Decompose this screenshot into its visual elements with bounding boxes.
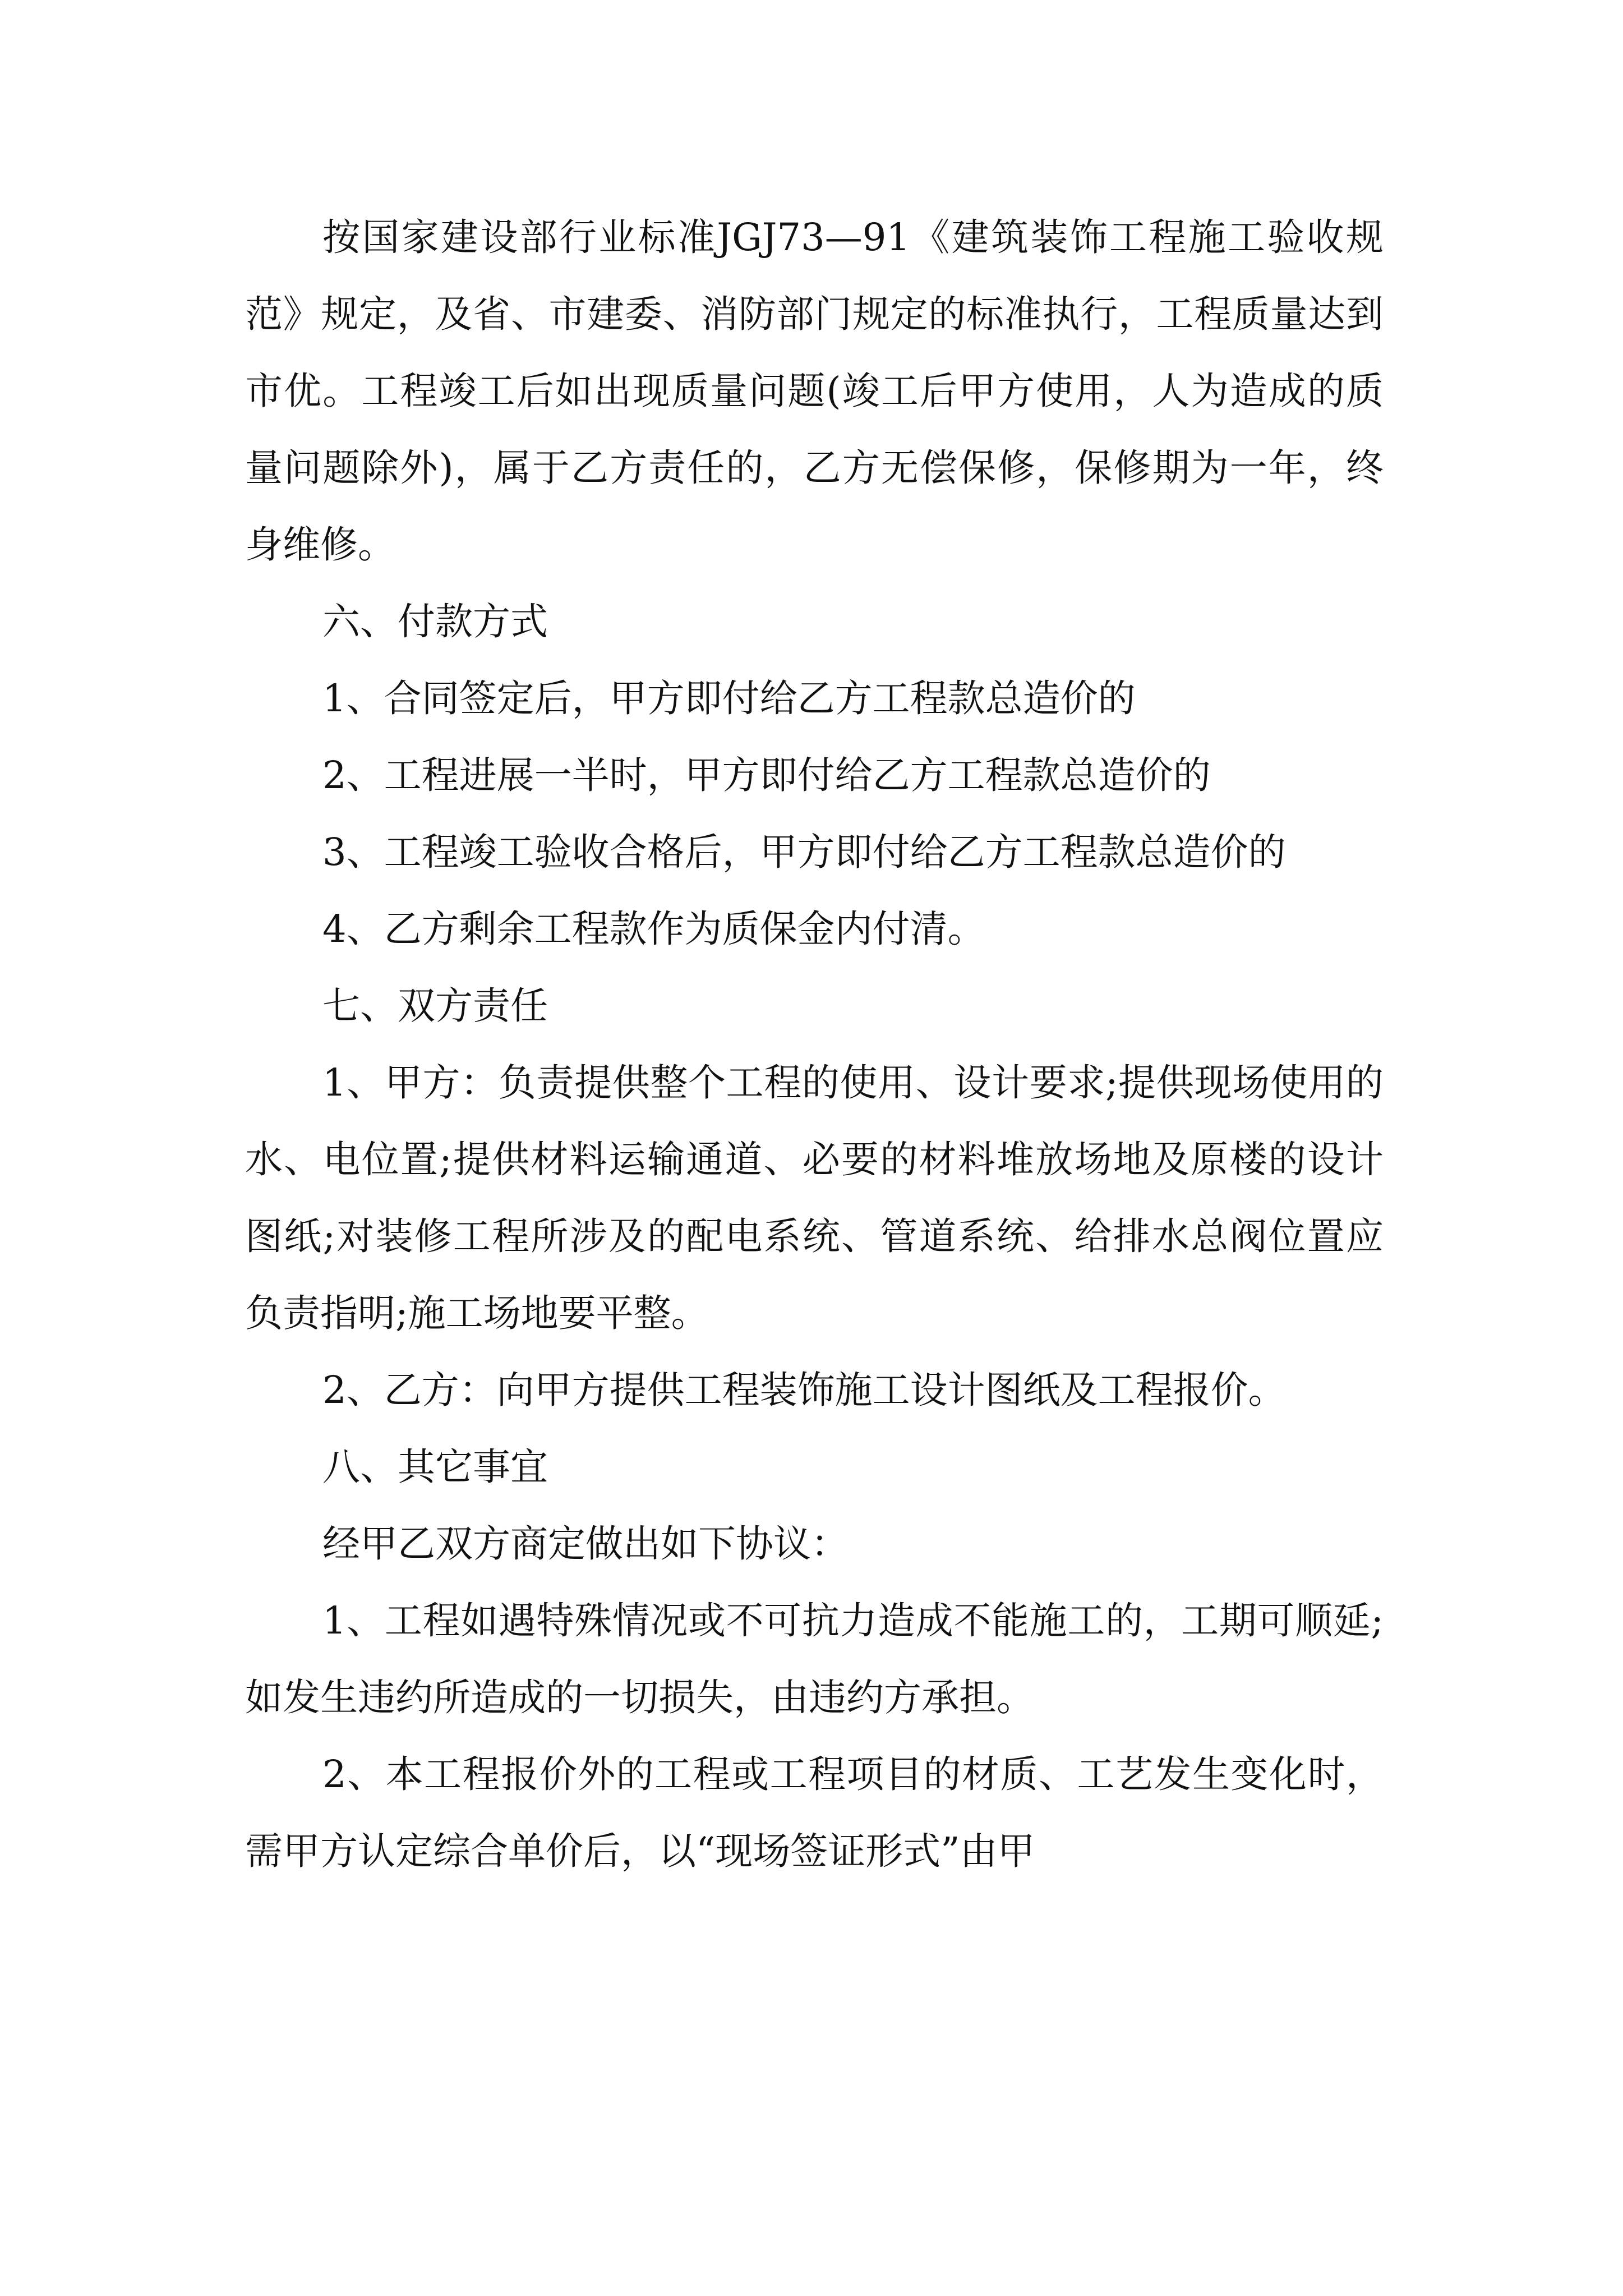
paragraph-party-b: 2、乙方：向甲方提供工程装饰施工设计图纸及工程报价。 (322, 1368, 1286, 1412)
paragraph-party-a: 1、甲方：负责提供整个工程的使用、设计要求;提供现场使用的水、电位置;提供材料运输通道、必要的材料堆放场地及原楼的设计图纸;对装修工程所涉及的配电系统、管道系统、给排水总阀位置应负责指明;施工场地要平整。 (245, 1061, 1384, 1335)
paragraph-other-2: 2、本工程报价外的工程或工程项目的材质、工艺发生变化时，需甲方认定综合单价后，以“现场签证形式”由甲 (245, 1752, 1384, 1873)
section-heading-other-matters: 八、其它事宜 (322, 1445, 548, 1489)
paragraph-payment-2: 2、工程进展一半时，甲方即付给乙方工程款总造价的 (322, 753, 1211, 797)
section-heading-payment: 六、付款方式 (322, 600, 548, 643)
paragraph-payment-1: 1、合同签定后，甲方即付给乙方工程款总造价的 (322, 677, 1136, 720)
paragraph-quality-standard: 按国家建设部行业标准JGJ73—91《建筑装饰工程施工验收规范》规定，及省、市建委、消防部门规定的标准执行，工程质量达到市优。工程竣工后如出现质量问题(竣工后甲方使用，人为造成的质量问题除外)，属于乙方责任的，乙方无偿保修，保修期为一年，终身维修。 (245, 215, 1384, 567)
paragraph-agreement-intro: 经甲乙双方商定做出如下协议： (322, 1522, 849, 1566)
document-body (245, 199, 1384, 1890)
section-heading-responsibilities: 七、双方责任 (322, 984, 548, 1028)
paragraph-other-1: 1、工程如遇特殊情况或不可抗力造成不能施工的，工期可顺延;如发生违约所造成的一切损失，由违约方承担。 (245, 1599, 1384, 1719)
paragraph-payment-4: 4、乙方剩余工程款作为质保金内付清。 (322, 907, 985, 951)
paragraph-payment-3: 3、工程竣工验收合格后，甲方即付给乙方工程款总造价的 (322, 830, 1286, 874)
